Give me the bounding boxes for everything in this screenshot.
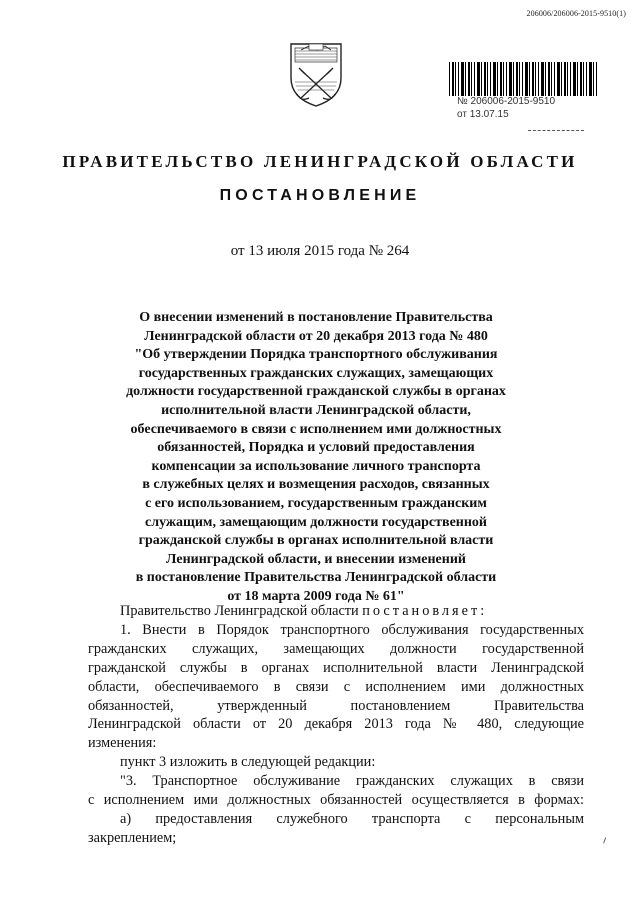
subject-line: в постановление Правительства Ленинградской области	[135, 570, 497, 586]
body-line: обязанностей, утвержденный постановлением Правительства	[88, 697, 584, 714]
body-line: изменения:	[88, 735, 157, 752]
document-body	[88, 602, 584, 848]
subject-line: служащим, замещающим должности государственной	[145, 514, 487, 530]
preamble	[88, 602, 584, 621]
subject-line: гражданской службы в органах исполнительной власти	[138, 533, 494, 549]
body-line: пункт 3 изложить в следующей редакции:	[120, 754, 376, 771]
coat-of-arms-icon	[287, 40, 345, 108]
subject-line: исполнительной власти Ленинградской области,	[161, 402, 471, 418]
body-line: области, обеспечиваемого в связи с исполнением ими должностных	[88, 678, 584, 695]
body-line: закреплением;	[88, 829, 177, 846]
body-line: "3. Транспортное обслуживание гражданских служащих в связи	[120, 773, 584, 790]
subject-line: Ленинградской области от 20 декабря 2013 года № 480	[144, 328, 488, 344]
body-line: гражданской службы в органах исполнительной власти Ленинградской	[88, 659, 584, 676]
government-title: ПРАВИТЕЛЬСТВО ЛЕНИНГРАДСКОЙ ОБЛАСТИ	[62, 152, 578, 171]
preamble-text: Правительство Ленинградской области	[120, 603, 363, 619]
subject-line: "Об утверждении Порядка транспортного обслуживания	[134, 347, 498, 363]
subject-line: обязанностей, Порядка и условий предоставления	[157, 440, 475, 456]
subject-line: О внесении изменений в постановление Правительства	[139, 310, 493, 325]
barcode	[449, 62, 597, 96]
subject-line: должности государственной гражданской службы в органах	[126, 384, 506, 400]
registration-date: от 13.07.15	[457, 109, 509, 120]
document-kind: ПОСТАНОВЛЕНИЕ	[219, 187, 421, 204]
document-subject	[86, 309, 546, 607]
body-line: с исполнением ими должностных обязанностей осуществляется в формах:	[88, 792, 584, 809]
body-lines	[88, 621, 584, 848]
body-line: гражданских служащих, замещающих должности государственной	[88, 640, 584, 657]
body-line: Ленинградской области от 20 декабря 2013 года № 480, следующие	[88, 716, 584, 733]
subject-line: компенсации за использование личного транспорта	[151, 458, 481, 474]
subject-line: с его использованием, государственным гражданским	[145, 495, 487, 511]
document-id: 206006/206006-2015-9510(1)	[526, 9, 626, 18]
scan-artifact	[528, 130, 584, 133]
subject-line: от 18 марта 2009 года № 61"	[227, 588, 405, 604]
scan-mark	[603, 837, 609, 844]
body-line: а) предоставления служебного транспорта с персональным	[120, 810, 584, 827]
subject-line: Ленинградской области, и внесении изменений	[166, 551, 466, 567]
document-date-number: от 13 июля 2015 года № 264	[230, 243, 410, 259]
registration-number: № 206006-2015-9510	[457, 96, 556, 107]
body-line: 1. Внести в Порядок транспортного обслуживания государственных	[120, 621, 584, 638]
subject-line: в служебных целях и возмещения расходов, связанных	[142, 477, 490, 493]
subject-line: обеспечиваемого в связи с исполнением ими должностных	[130, 421, 502, 437]
decree-word: постановляет:	[362, 603, 488, 619]
subject-line: государственных гражданских служащих, замещающих	[138, 365, 494, 381]
